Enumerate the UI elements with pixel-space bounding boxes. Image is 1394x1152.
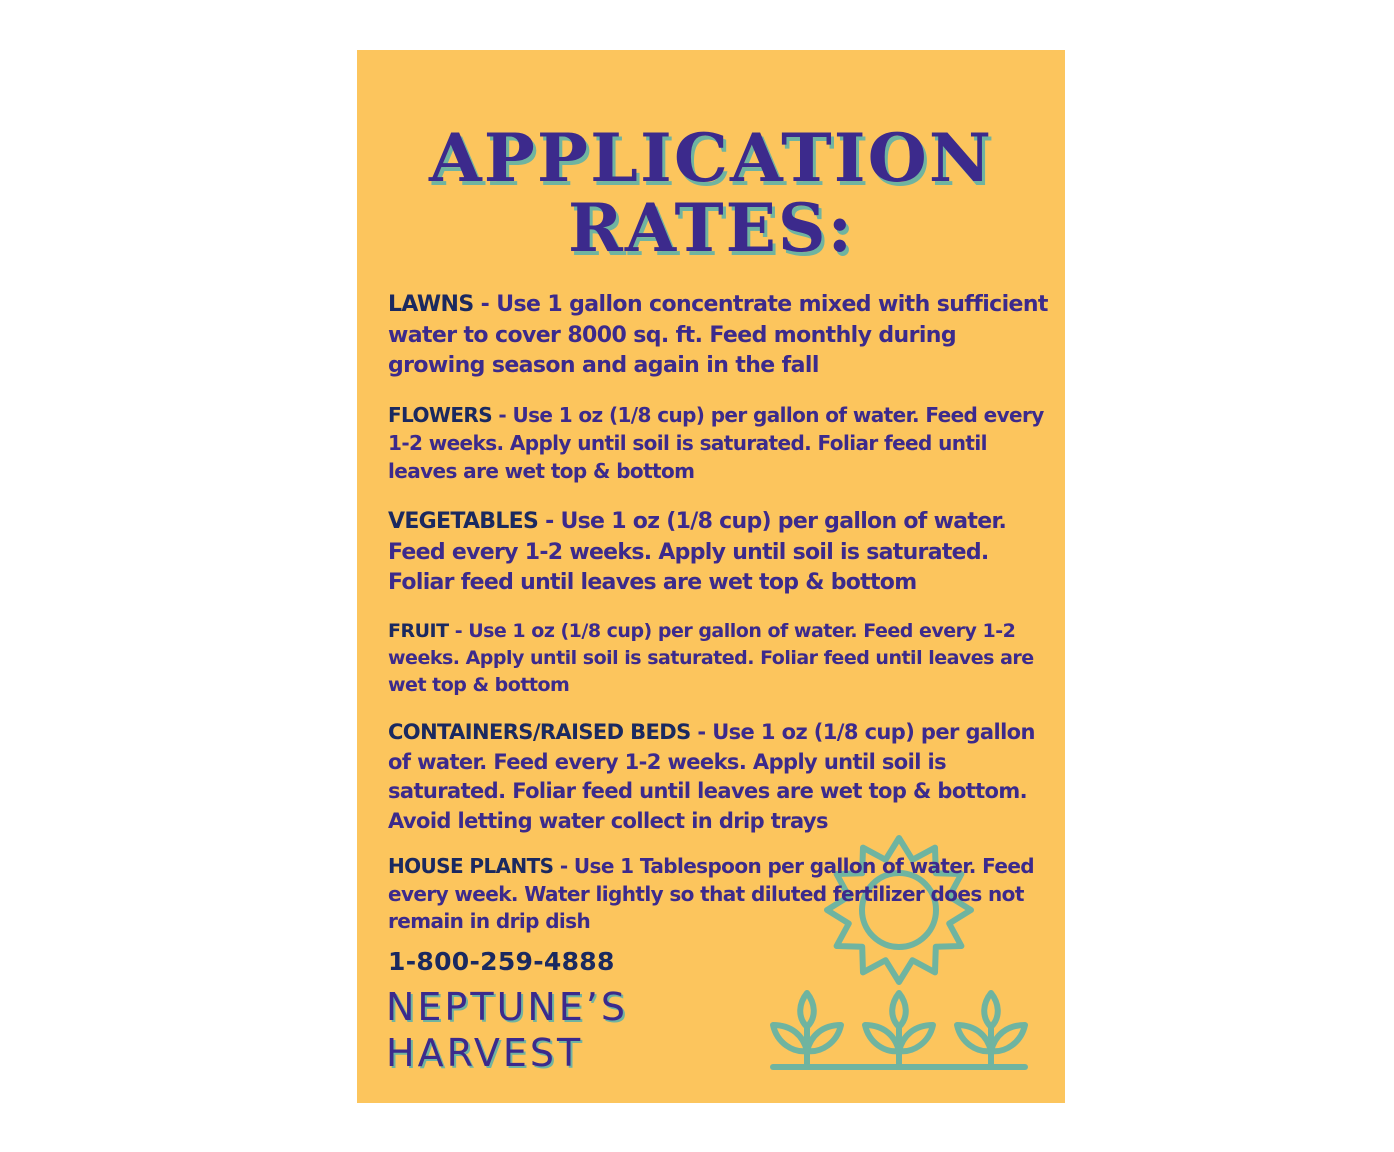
section-fruit (388, 618, 1048, 699)
section-text: - Use 1 oz (1/8 cup) per gallon of water. Feed every 1-2 weeks. Apply until soil is saturated. Foliar feed until leaves are wet top & bottom (388, 620, 1034, 696)
section-house-plants (388, 853, 1048, 936)
section-name: VEGETABLES (388, 509, 539, 534)
sprout-icon (865, 993, 933, 1065)
title-line-2: RATES: (568, 189, 854, 267)
section-name: FLOWERS (388, 403, 493, 427)
section-text: - Use 1 Tablespoon per gallon of water. Feed every week. Water lightly so that diluted fertilizer does not remain in drip dish (388, 854, 1035, 933)
section-name: CONTAINERS/RAISED BEDS (388, 720, 691, 744)
section-lawns (388, 290, 1048, 382)
section-vegetables (388, 507, 1048, 599)
phone-number: 1-800-259-4888 (388, 947, 615, 976)
brand-line-2: HARVEST (386, 1031, 584, 1075)
sprout-icon (773, 993, 841, 1065)
section-name: HOUSE PLANTS (388, 854, 554, 878)
section-containers (388, 718, 1048, 836)
title-line-1: APPLICATION (428, 119, 994, 197)
section-name: FRUIT (388, 620, 449, 642)
section-text: - Use 1 oz (1/8 cup) per gallon of water. Feed every 1-2 weeks. Apply until soil is saturated. Foliar feed until leaves are wet top & bottom (388, 403, 1044, 483)
sprout-icons (773, 993, 1025, 1067)
section-flowers (388, 401, 1048, 485)
brand-logo (386, 984, 628, 1076)
section-text: - Use 1 oz (1/8 cup) per gallon of water. Feed every 1-2 weeks. Apply until soil is saturated. Foliar feed until leaves are wet top & bottom (388, 509, 1007, 595)
section-text: - Use 1 gallon concentrate mixed with sufficient water to cover 8000 sq. ft. Feed monthly during growing season and again in the fall (388, 292, 1048, 378)
application-rates-card (357, 50, 1065, 1103)
sprout-icon (957, 993, 1025, 1065)
section-name: LAWNS (388, 292, 474, 317)
brand-line-1: NEPTUNE’S (386, 985, 629, 1029)
section-text: - Use 1 oz (1/8 cup) per gallon of water. Feed every 1-2 weeks. Apply until soil is saturated. Foliar feed until leaves are wet top & bottom. Avoid letting water collect in drip trays (388, 720, 1035, 833)
